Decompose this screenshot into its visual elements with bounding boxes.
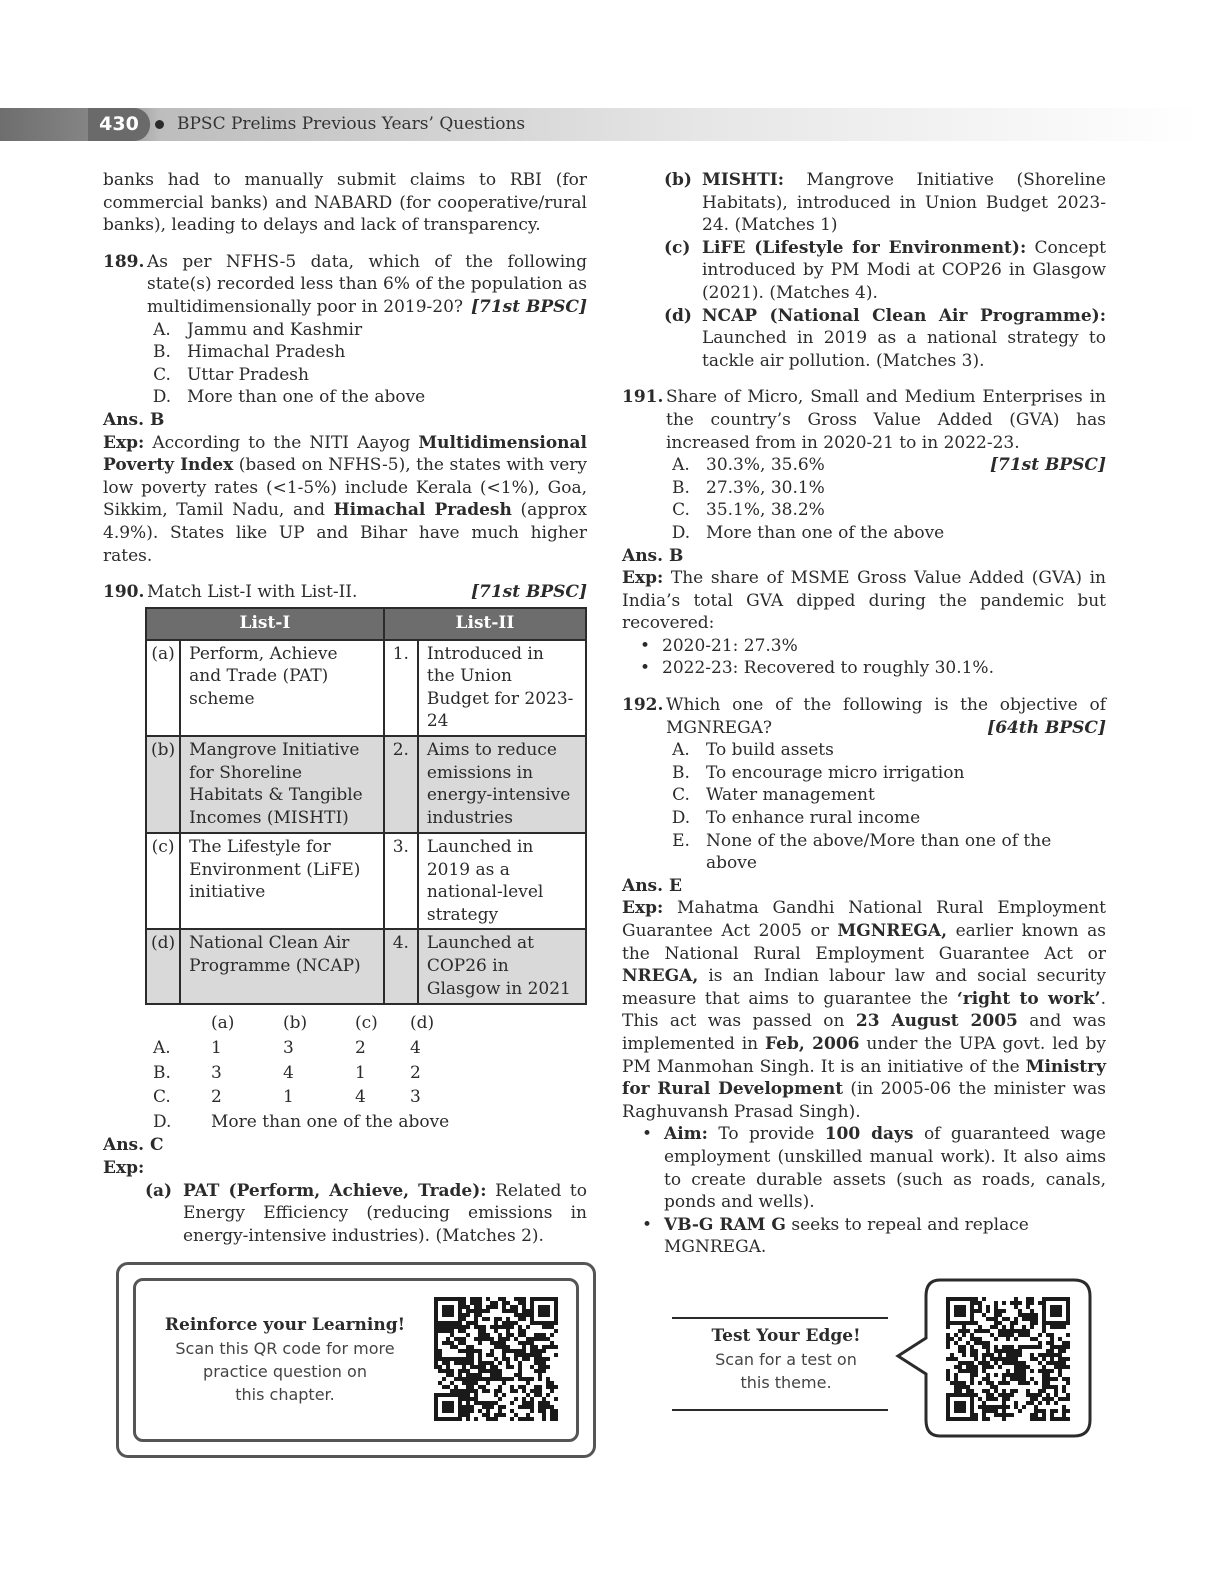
explanation-label: Exp: bbox=[103, 1158, 145, 1178]
question-189 bbox=[103, 251, 587, 567]
option-b: B. To encourage micro irrigation bbox=[672, 762, 965, 783]
question-191 bbox=[622, 386, 1106, 680]
bullet-item: • 2020-21: 27.3% bbox=[640, 635, 798, 656]
divider bbox=[672, 1409, 888, 1411]
explanation-b: (b) MISHTI: Mangrove Initiative (Shoreline Habitats), introduced in Union Budget 2023-24. (Matches 1) bbox=[664, 170, 1106, 236]
option-d: D. To enhance rural income bbox=[671, 808, 921, 829]
explanation: Exp: The share of MSME Gross Value Added (GVA) in India’s total GVA dipped during the pandemic but recovered: bbox=[622, 568, 1106, 634]
exam-tag: [71st BPSC] bbox=[470, 582, 587, 603]
option-c: C. Uttar Pradesh bbox=[153, 364, 309, 385]
option-a: A. 30.3%, 35.6% bbox=[672, 455, 825, 476]
explanation: Exp: According to the NITI Aayog Multidimensional Poverty Index (based on NFHS-5), the states with very low poverty rates (<1-5%) include Kerala (<1%), Goa, Sikkim, Tamil Nadu, and Himachal Pradesh (approx 4.9%). States like UP and Bihar have much higher rates. bbox=[103, 432, 588, 566]
exam-tag: [64th BPSC] bbox=[987, 717, 1106, 738]
option-d: D. More than one of the above bbox=[671, 522, 945, 543]
table-row: (b) Mangrove Initiative for Shoreline Habitats & Tangible Incomes (MISHTI) 2. Aims to reduce emissions in energy-intensive industries bbox=[146, 736, 586, 833]
qr-code-icon[interactable] bbox=[434, 1297, 558, 1421]
answer: Ans. C bbox=[103, 1135, 164, 1156]
option-a: A. To build assets bbox=[672, 740, 834, 761]
table-row: (d) National Clean Air Programme (NCAP) 4. Launched at COP26 in Glasgow in 2021 bbox=[146, 929, 586, 1004]
code-row-b: B. 3 4 1 2 bbox=[153, 1062, 421, 1083]
qr-code-icon[interactable] bbox=[946, 1297, 1070, 1421]
option-e: E. None of the above/More than one of the above bbox=[672, 830, 1052, 874]
code-row-d: D. More than one of the above bbox=[153, 1111, 450, 1132]
page-number: 430 bbox=[88, 108, 150, 141]
answer-codes: (a) (b) (c) (d) A. 1 3 2 4 B. 3 4 1 2 C. 2 1 4 3 D. More than one of the above bbox=[147, 1011, 449, 1134]
answer: Ans. B bbox=[622, 545, 684, 566]
explanation-c: (c) LiFE (Lifestyle for Environment): Concept introduced by PM Modi at COP26 in Glasgow (2021). (Matches 4). bbox=[664, 237, 1106, 303]
question-text: Share of Micro, Small and Medium Enterprises in the country’s Gross Value Added (GVA) has increased from in 2020-21 to in 2022-23. bbox=[666, 387, 1106, 453]
question-number: 190. bbox=[103, 582, 145, 603]
exam-tag: [71st BPSC] bbox=[989, 455, 1106, 476]
question-text: Which one of the following is the objective of MGNREGA? bbox=[666, 695, 1106, 738]
test-your-edge-text: Test Your Edge! Scan for a test on this theme. bbox=[711, 1326, 861, 1392]
question-192 bbox=[622, 694, 1106, 1259]
list-1-header: List-I bbox=[146, 608, 384, 640]
divider bbox=[672, 1317, 888, 1319]
option-b: B. 27.3%, 30.1% bbox=[672, 477, 825, 498]
option-c: C. Water management bbox=[672, 785, 875, 806]
question-number: 189. bbox=[103, 251, 145, 272]
bullet-item: • Aim: To provide 100 days of guaranteed wage employment (unskilled manual work). It also aims to create durable assets (such as roads, canals, ponds and wells). bbox=[642, 1124, 1106, 1213]
table-row: (c) The Lifestyle for Environment (LiFE) initiative 3. Launched in 2019 as a national-level strategy bbox=[146, 833, 586, 929]
option-a: A. Jammu and Kashmir bbox=[153, 319, 363, 340]
reinforce-learning-text: Reinforce your Learning! Scan this QR code for more practice question on this chapter. bbox=[164, 1315, 406, 1404]
code-row-c: C. 2 1 4 3 bbox=[153, 1087, 421, 1108]
option-c: C. 35.1%, 38.2% bbox=[672, 500, 825, 521]
list-2-header: List-II bbox=[384, 608, 586, 640]
intro-paragraph: banks had to manually submit claims to RBI (for commercial banks) and NABARD (for cooperative/rural banks), leading to delays and lack of transparency. bbox=[103, 170, 587, 236]
option-b: B. Himachal Pradesh bbox=[153, 342, 346, 363]
answer: Ans. E bbox=[622, 875, 682, 896]
match-table bbox=[145, 607, 587, 1006]
table-row: (a) Perform, Achieve and Trade (PAT) scheme 1. Introduced in the Union Budget for 2023-24 bbox=[146, 640, 586, 736]
right-column bbox=[622, 169, 1106, 1259]
option-d: D. More than one of the above bbox=[152, 387, 426, 408]
running-title: BPSC Prelims Previous Years’ Questions bbox=[177, 114, 526, 134]
question-number: 191. bbox=[622, 387, 664, 408]
exam-tag: [71st BPSC] bbox=[470, 296, 587, 317]
explanation-d: (d) NCAP (National Clean Air Programme): Launched in 2019 as a national strategy to tackle air pollution. (Matches 3). bbox=[664, 305, 1106, 371]
question-190 bbox=[103, 581, 587, 1247]
bullet-dot bbox=[155, 120, 164, 129]
question-text: Match List-I with List-II. bbox=[147, 582, 358, 603]
answer: Ans. B bbox=[103, 409, 165, 430]
explanation-a: (a) PAT (Perform, Achieve, Trade): Related to Energy Efficiency (reducing emissions in energy-intensive industries). (Matches 2). bbox=[145, 1180, 587, 1246]
question-number: 192. bbox=[622, 695, 664, 716]
bullet-item: • 2022-23: Recovered to roughly 30.1%. bbox=[640, 658, 994, 679]
question-text: As per NFHS-5 data, which of the following state(s) recorded less than 6% of the population as multidimensionally poor in 2019-20? bbox=[147, 251, 587, 317]
left-column bbox=[103, 169, 587, 1247]
bullet-item: • VB-G RAM G seeks to repeal and replace MGNREGA. bbox=[642, 1214, 1029, 1258]
explanation: Exp: Mahatma Gandhi National Rural Employment Guarantee Act 2005 or MGNREGA, earlier known as the National Rural Employment Guarantee Act or NREGA, is an Indian labour law and social security measure that aims to guarantee the ‘right to work’. This act was passed on 23 August 2005 and was implemented in Feb, 2006 under the UPA govt. led by PM Manmohan Singh. It is an initiative of the Ministry for Rural Development (in 2005-06 the minister was Raghuvansh Prasad Singh). bbox=[622, 898, 1107, 1122]
code-row-a: A. 1 3 2 4 bbox=[153, 1038, 421, 1059]
